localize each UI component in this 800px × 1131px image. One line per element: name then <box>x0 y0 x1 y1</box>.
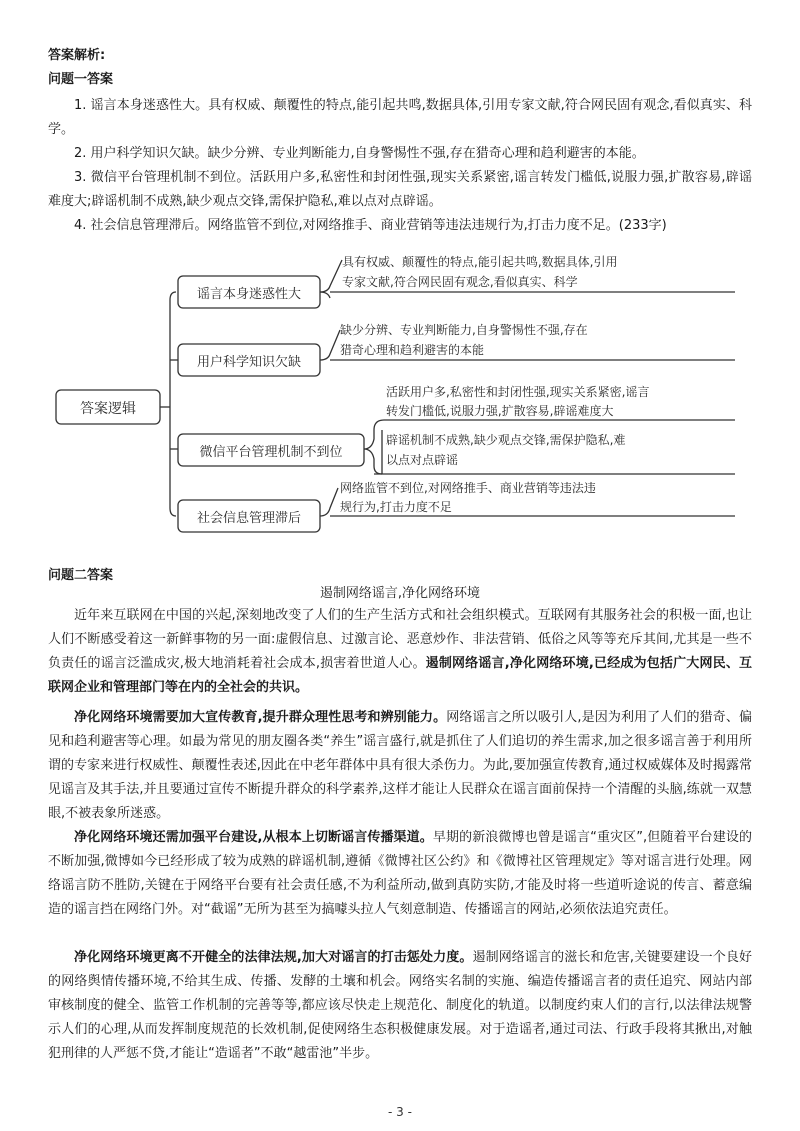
essay-p3-bold: 净化网络环境还需加强平台建设,从根本上切断谣言传播渠道。 <box>74 830 433 845</box>
essay-p3-text: 早期的新浪微博也曾是谣言“重灾区”,但随着平台建设的不断加强,微博如今已经形成了较为成熟的辟谣机制,遵循《微博社区公约》和《微博社区管理规定》等对谣言进行处理。网络谣言防不胜防,关键在于网络平台要有社会责任感,不为利益所动,做到真防实防,才能及时将一些道听途说的传言、蓄意编造的谣言挡在网络门外。对“截谣”无所为甚至为搞噱头拉人气刻意制造、传播谣言的网站,必须依法追究责任。 <box>48 830 752 917</box>
mindmap-detail-1-line-1: 具有权威、颠覆性的特点,能引起共鸣,数据具体,引用 <box>342 255 618 269</box>
q1-item-3: 3. 微信平台管理机制不到位。活跃用户多,私密性和封闭性强,现实关系紧密,谣言转发门槛低,说服力强,扩散容易,辟谣难度大;辟谣机制不成熟,缺少观点交锋,需保护隐私,难以点对点辟谣。 <box>48 170 752 209</box>
q1-item-2: 2. 用户科学知识欠缺。缺少分辨、专业判断能力,自身警惕性不强,存在猎奇心理和趋利避害的本能。 <box>74 146 645 161</box>
mindmap-detail-3b-line-1: 辟谣机制不成熟,缺少观点交锋,需保护隐私,难 <box>386 433 626 447</box>
mindmap-detail-3a-line-1: 活跃用户多,私密性和封闭性强,现实关系紧密,谣言 <box>386 385 650 399</box>
essay-p1-bold: 遏制网络谣言,净化网络环境,已经成为包括广大网民、互联网企业和管理部门等在内的全社会的共识。 <box>48 656 752 695</box>
mindmap-detail-4-line-2: 规行为,打击力度不足 <box>340 500 452 514</box>
mindmap-branch-label-3: 微信平台管理机制不到位 <box>199 445 343 460</box>
essay-paragraph-3 <box>48 826 752 922</box>
mindmap-detail-1-line-2: 专家文献,符合网民固有观念,看似真实、科学 <box>342 275 578 289</box>
essay-p2-text: 网络谣言之所以吸引人,是因为利用了人们的猎奇、偏见和趋利避害等心理。如最为常见的朋友圈各类“养生”谣言盛行,就是抓住了人们追切的养生需求,加之很多谣言善于利用所谓的专家来进行权威性、颠覆性表述,因此在中老年群体中具有很大杀伤力。为此,要加强宣传教育,通过权威媒体及时揭露常见谣言及其手法,并且要通过宣传不断提升群众的科学素养,这样才能让人民群众在谣言面前保持一个清醒的头脑,练就一双慧眼,不被表象所迷惑。 <box>48 710 752 821</box>
mindmap-detail-2-line-1: 缺少分辨、专业判断能力,自身警惕性不强,存在 <box>340 323 588 337</box>
essay-p4-text: 遏制网络谣言的滋长和危害,关键要建设一个良好的网络舆情传播环境,不给其生成、传播、发酵的土壤和机会。网络实名制的实施、编造传播谣言者的责任追究、网站内部审核制度的健全、监管工作机制的完善等等,都应该尽快走上规范化、制度化的轨道。以制度约束人们的言行,以法律法规警示人们的心理,从而发挥制度规范的长效机制,促使网络生态积极健康发展。对于造谣者,通过司法、行政手段将其揪出,对触犯刑律的人严惩不贷,才能让“造谣者”不敢“越雷池”半步。 <box>48 950 752 1061</box>
q1-item-1: 1. 谣言本身迷惑性大。具有权威、颠覆性的特点,能引起共鸣,数据具体,引用专家文献,符合网民固有观念,看似真实、科学。 <box>48 98 752 137</box>
mindmap-branch-label-4: 社会信息管理滞后 <box>196 511 302 526</box>
q1-item-4: 4. 社会信息管理滞后。网络监管不到位,对网络推手、商业营销等违法违规行为,打击力度不足。(233字) <box>74 218 667 233</box>
analysis-label: 答案解析: <box>48 48 106 63</box>
essay-p2-bold: 净化网络环境需要加大宣传教育,提升群众理性思考和辨别能力。 <box>74 710 447 725</box>
mindmap-detail-2-line-2: 猎奇心理和趋利避害的本能 <box>340 343 485 357</box>
mindmap-detail-4-line-1: 网络监管不到位,对网络推手、商业营销等违法违 <box>340 481 596 495</box>
q1-title: 问题一答案 <box>48 72 114 87</box>
answer-logic-mindmap <box>0 244 800 550</box>
mindmap-root-label: 答案逻辑 <box>80 401 136 417</box>
essay-p4-bold: 净化网络环境更离不开健全的法律法规,加大对谣言的打击惩处力度。 <box>74 950 473 965</box>
mindmap-detail-3a-line-2: 转发门槛低,说服力强,扩散容易,辟谣难度大 <box>386 404 614 418</box>
essay-paragraph-1 <box>48 604 752 700</box>
mindmap-detail-3b-line-2: 以点对点辟谣 <box>386 453 459 467</box>
page-number: - 3 - <box>388 1105 412 1119</box>
mindmap-branch-label-2: 用户科学知识欠缺 <box>196 355 302 370</box>
essay-paragraph-2 <box>48 706 752 826</box>
essay-title: 遏制网络谣言,净化网络环境 <box>319 586 481 601</box>
essay-p1-text: 近年来互联网在中国的兴起,深刻地改变了人们的生产生活方式和社会组织模式。互联网有其服务社会的积极一面,也让人们不断感受着这一新鲜事物的另一面:虚假信息、过激言论、恶意炒作、非法营销、低俗之风等等充斥其间,尤其是一些不负责任的谣言泛滥成灾,极大地消耗着社会成本,损害着世道人心。 <box>48 608 752 671</box>
essay-paragraph-4 <box>48 946 752 1066</box>
mindmap-branch-label-1: 谣言本身迷惑性大 <box>196 287 302 302</box>
q2-title: 问题二答案 <box>48 568 114 583</box>
